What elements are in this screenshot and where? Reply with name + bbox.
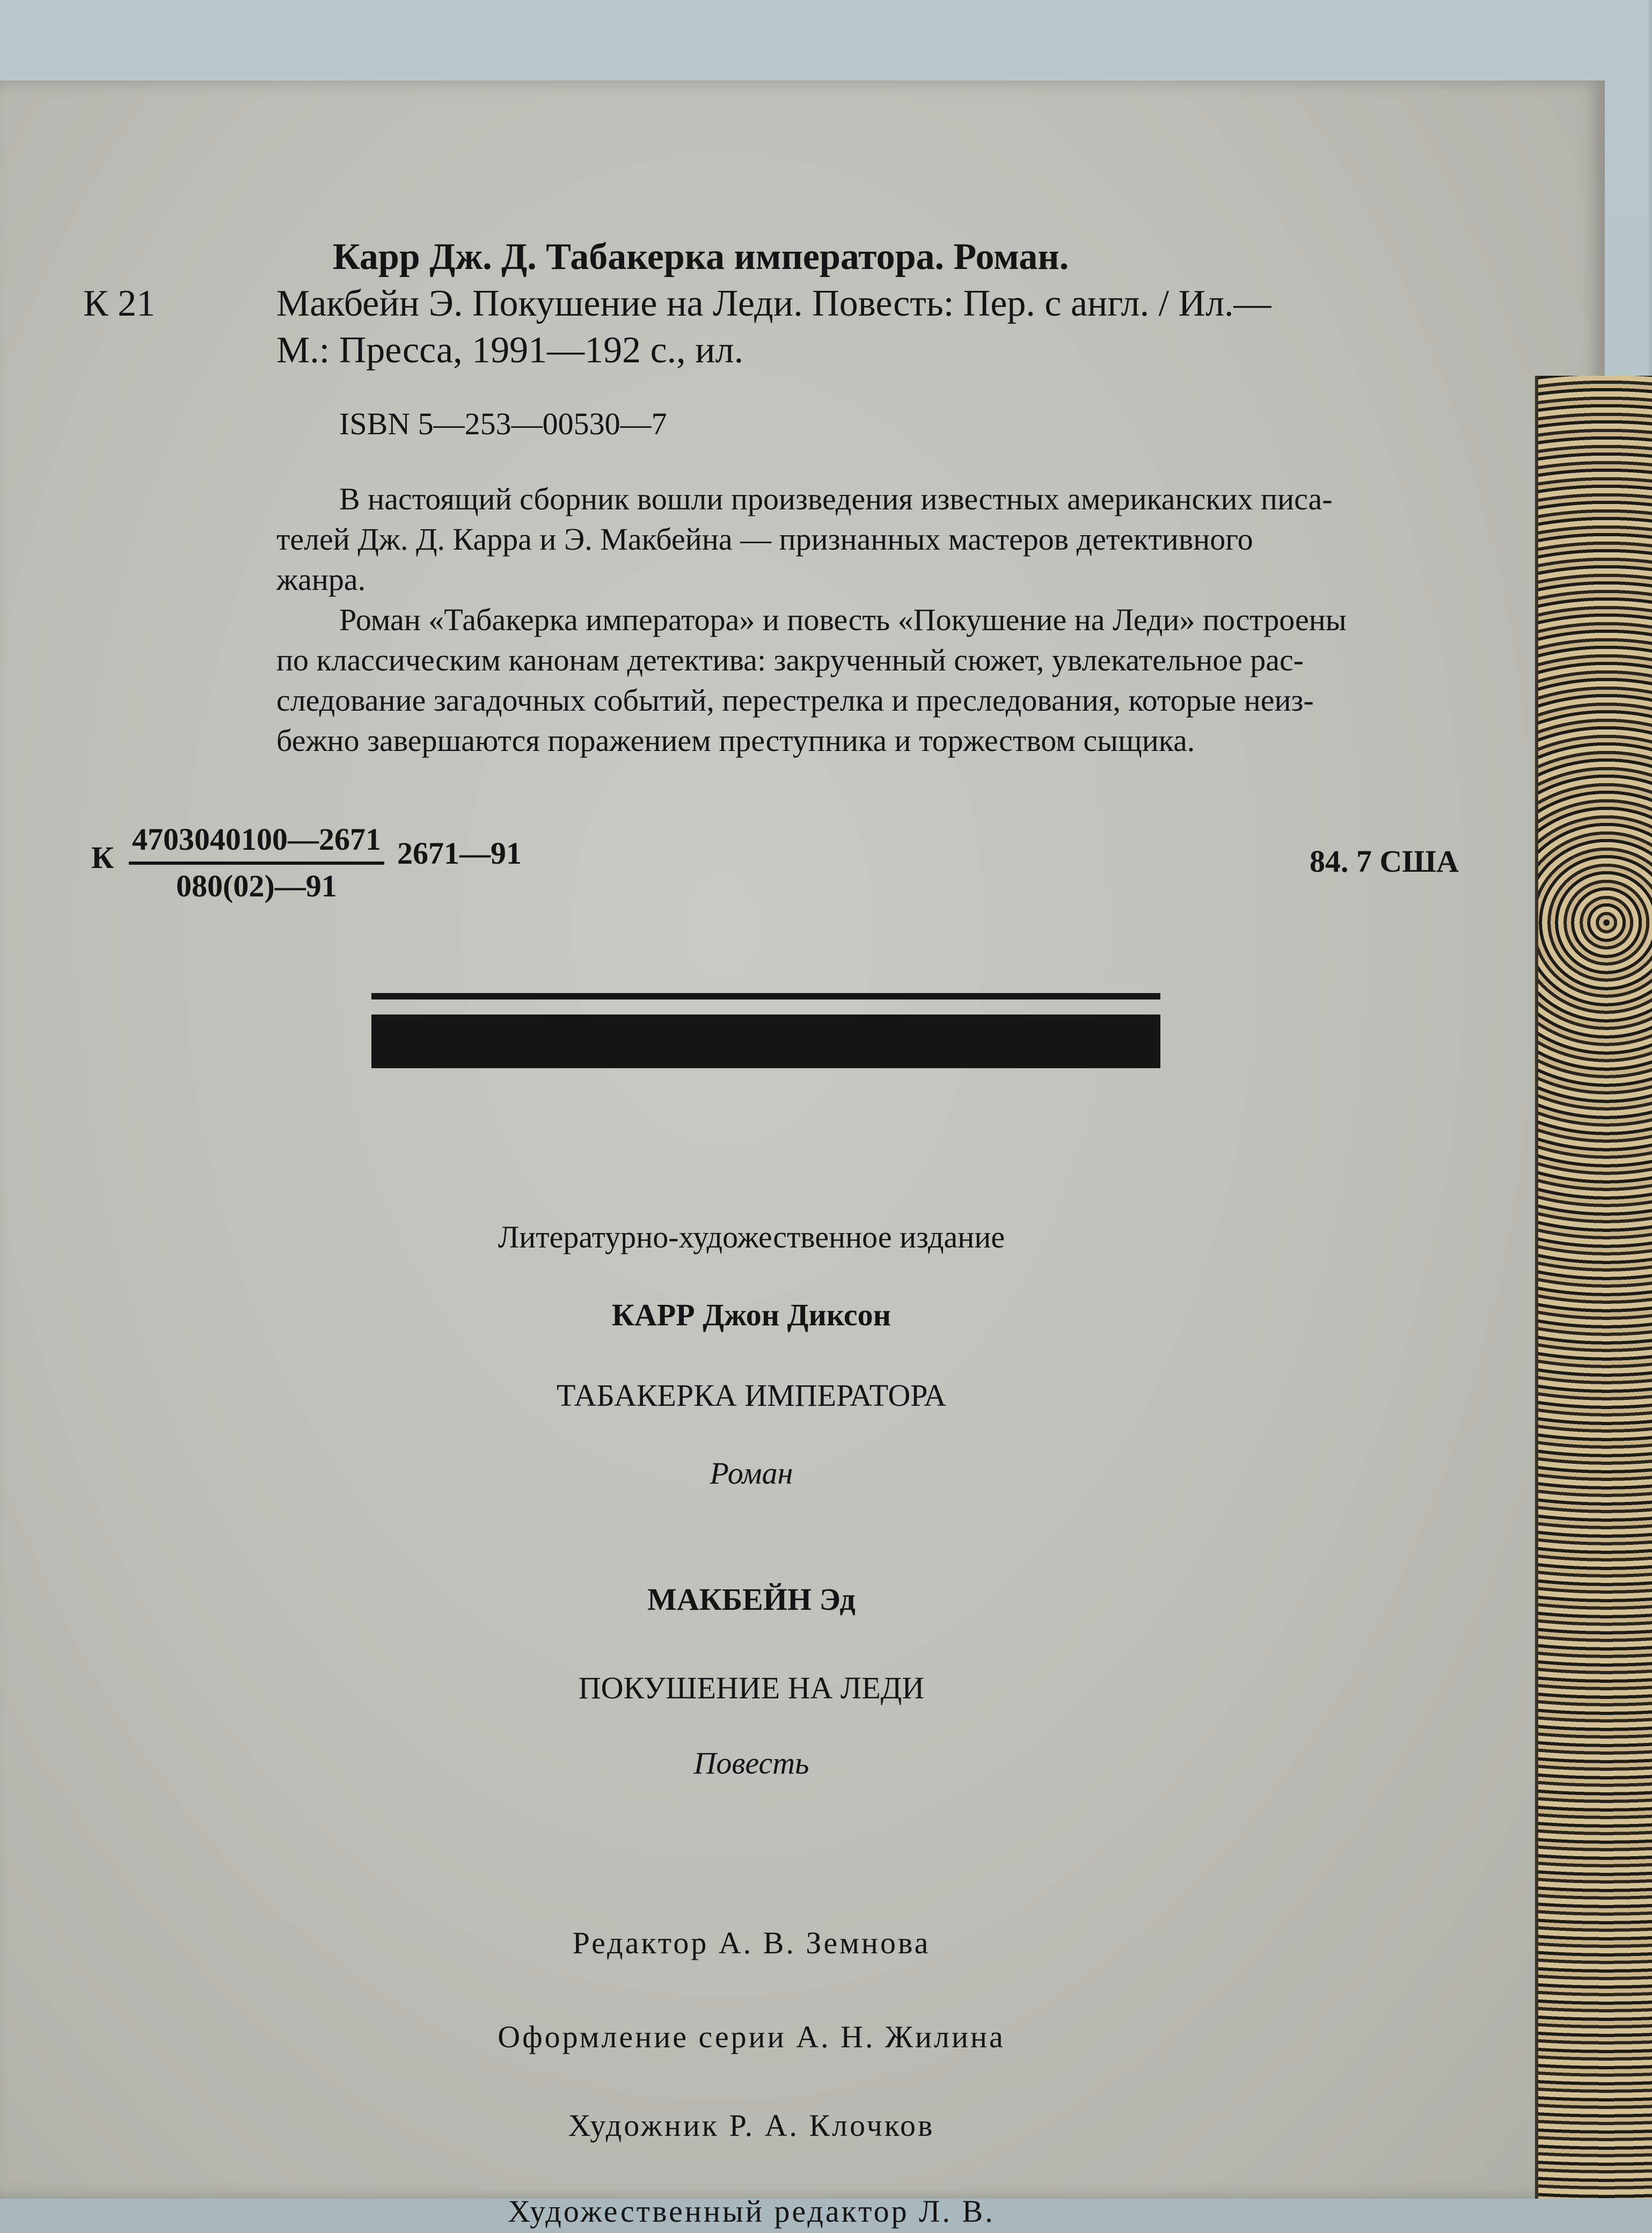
cover-illustration-edge	[1535, 376, 1652, 2199]
divider-thick-rule	[371, 1015, 1160, 1068]
title-1: ТАБАКЕРКА ИМПЕРАТОРА	[557, 1378, 946, 1413]
catalog-line-1: Карр Дж. Д. Табакерка императора. Роман.	[333, 236, 1069, 278]
author-2: МАКБЕЙН Эд	[647, 1582, 856, 1617]
genre-1: Роман	[710, 1456, 793, 1491]
credit-editor: Редактор А. В. Земнова	[572, 1925, 931, 1960]
code-numerator: 4703040100—2671	[129, 821, 384, 865]
annotation-line-3: жанра.	[276, 562, 366, 597]
divider-thin-rule	[371, 993, 1160, 999]
author-1: КАРР Джон Диксон	[611, 1297, 891, 1332]
annotation-line-5: по классическим канонам детектива: закрученный сюжет, увлекательное рас-	[276, 643, 1304, 677]
code-fraction	[129, 821, 384, 904]
title-2: ПОКУШЕНИЕ НА ЛЕДИ	[578, 1670, 925, 1705]
annotation-line-1: В настоящий сборник вошли произведения известных американских писа-	[339, 481, 1333, 516]
code-denominator: 080(02)—91	[176, 869, 337, 903]
catalog-line-2: Макбейн Э. Покушение на Леди. Повесть: Пер. с англ. / Ил.—	[276, 283, 1271, 324]
catalog-index: К 21	[83, 283, 156, 324]
genre-2: Повесть	[693, 1746, 809, 1780]
credit-artist: Художник Р. А. Клочков	[568, 2108, 935, 2143]
isbn: ISBN 5—253—00530—7	[339, 406, 667, 441]
catalog-line-3: М.: Пресса, 1991—192 с., ил.	[276, 330, 744, 371]
credit-series-design: Оформление серии А. Н. Жилина	[498, 2019, 1005, 2054]
edition-type: Литературно-художественное издание	[498, 1220, 1005, 1254]
annotation-line-2: телей Дж. Д. Карра и Э. Макбейна — признанных мастеров детективного	[276, 522, 1253, 557]
code-number: 2671—91	[397, 836, 522, 871]
book-page	[0, 81, 1605, 2229]
annotation-line-6: следование загадочных событий, перестрелка и преследования, которые неиз-	[276, 683, 1314, 718]
credit-art-editor: Художественный редактор Л. В.	[508, 2194, 995, 2229]
annotation-line-7: бежно завершаются поражением преступника и торжеством сыщика.	[276, 723, 1195, 758]
annotation-line-4: Роман «Табакерка императора» и повесть «Покушение на Леди» построены	[339, 602, 1347, 637]
classification-code: 84. 7 США	[1310, 844, 1459, 879]
code-prefix: К	[91, 840, 114, 875]
